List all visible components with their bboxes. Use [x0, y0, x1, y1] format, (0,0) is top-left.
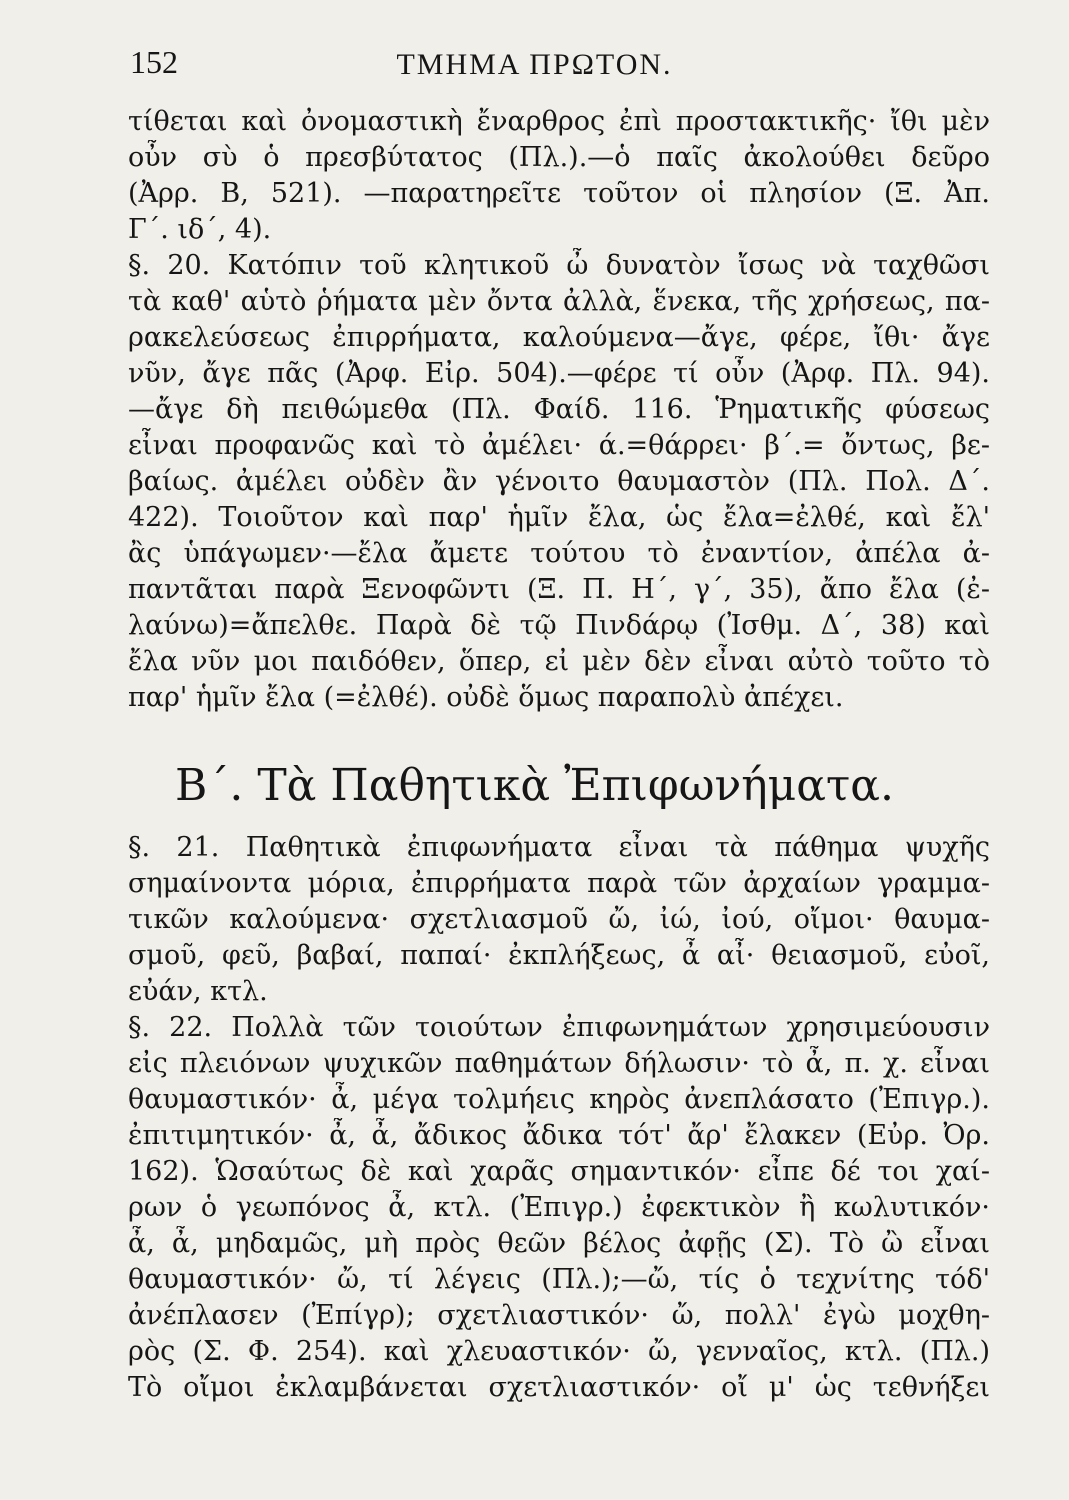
- text-line: ἐπιτιμητικόν· ἆ, ἆ, ἄδικος ἄδικα τότ' ἄρ' ἔλακεν (Εὐρ. Ὀρ.: [128, 1120, 990, 1151]
- text-line: σμοῦ, φεῦ, βαβαί, παπαί· ἐκπλήξεως, ἆ αἶ· θειασμοῦ, εὐοῖ,: [128, 940, 990, 971]
- text-line: θαυμαστικόν· ἆ, μέγα τολμήεις κηρὸς ἀνεπλάσατο (Ἐπιγρ.).: [128, 1084, 990, 1115]
- paragraph-block-1: [128, 104, 990, 716]
- page-number: 152: [130, 44, 178, 80]
- text-line: ρων ὁ γεωπόνος ἆ, κτλ. (Ἐπιγρ.) ἐφεκτικὸν ἢ κωλυτικόν·: [128, 1192, 990, 1223]
- text-line: Γ΄. ιδ΄, 4).: [128, 214, 272, 245]
- text-line: εὐάν, κτλ.: [128, 976, 268, 1007]
- text-line: τικῶν καλούμενα· σχετλιασμοῦ ὤ, ἰώ, ἰού, οἴμοι· θαυμα-: [128, 904, 990, 935]
- text-line: τίθεται καὶ ὀνομαστικὴ ἔναρθρος ἐπὶ προστακτικῆς· ἴθι μὲν: [128, 106, 990, 137]
- text-line: σημαίνοντα μόρια, ἐπιρρήματα παρὰ τῶν ἀρχαίων γραμμα-: [128, 868, 990, 899]
- text-line: Τὸ οἴμοι ἐκλαμβάνεται σχετλιαστικόν· οἴ μ' ὡς τεθνήξει: [128, 1372, 990, 1403]
- text-line: θαυμαστικόν· ὤ, τί λέγεις (Πλ.);—ὤ, τίς ὁ τεχνίτης τόδ': [128, 1264, 990, 1295]
- text-line: βαίως. ἀμέλει οὐδὲν ἂν γένοιτο θαυμαστὸν (Πλ. Πολ. Δ΄.: [128, 466, 990, 497]
- text-line: ρὸς (Σ. Φ. 254). καὶ χλευαστικόν· ὤ, γενναῖος, κτλ. (Πλ.): [128, 1336, 990, 1367]
- paragraph-block-2: [128, 830, 990, 1406]
- text-line: παρ' ἡμῖν ἔλα (=ἐλθέ). οὐδὲ ὅμως παραπολὺ ἀπέχει.: [128, 682, 844, 713]
- text-line: 422). Τοιοῦτον καὶ παρ' ἡμῖν ἔλα, ὡς ἔλα=ἐλθέ, καὶ ἔλ': [128, 502, 990, 533]
- section-heading: Β΄. Τὰ Παθητικὰ Ἐπιφωνήματα.: [175, 760, 894, 811]
- text-line: ἆ, ἆ, μηδαμῶς, μὴ πρὸς θεῶν βέλος ἀφῇς (Σ). Τὸ ὢ εἶναι: [128, 1228, 990, 1259]
- text-line: εἶναι προφανῶς καὶ τὸ ἀμέλει· ά.=θάρρει· β΄.= ὄντως, βε-: [128, 430, 990, 461]
- text-line: ἂς ὑπάγωμεν·—ἔλα ἄμετε τούτου τὸ ἐναντίον, ἀπέλα ἀ-: [128, 538, 990, 569]
- text-line: ἔλα νῦν μοι παιδόθεν, ὅπερ, εἰ μὲν δὲν εἶναι αὐτὸ τοῦτο τὸ: [128, 646, 990, 677]
- text-line: παντᾶται παρὰ Ξενοφῶντι (Ξ. Π. Η΄, γ΄, 35), ἄπο ἔλα (ἐ-: [128, 574, 990, 605]
- text-line: §. 20. Κατόπιν τοῦ κλητικοῦ ὦ δυνατὸν ἴσως νὰ ταχθῶσι: [128, 250, 990, 281]
- text-line: ρακελεύσεως ἐπιρρήματα, καλούμενα—ἄγε, φέρε, ἴθι· ἄγε: [128, 322, 990, 353]
- text-line: —ἄγε δὴ πειθώμεθα (Πλ. Φαίδ. 116. Ῥηματικῆς φύσεως: [128, 394, 990, 425]
- text-line: λαύνω)=ἄπελθε. Παρὰ δὲ τῷ Πινδάρῳ (Ἰσθμ. Δ΄, 38) καὶ: [128, 610, 990, 641]
- text-line: εἰς πλειόνων ψυχικῶν παθημάτων δήλωσιν· τὸ ἆ, π. χ. εἶναι: [128, 1048, 990, 1079]
- text-line: οὖν σὺ ὁ πρεσβύτατος (Πλ.).—ὁ παῖς ἀκολούθει δεῦρο: [128, 142, 990, 173]
- running-head: [0, 38, 1069, 88]
- text-line: (Ἀρρ. Β, 521). —παρατηρεῖτε τοῦτον οἱ πλησίον (Ξ. Ἀπ.: [128, 178, 990, 209]
- running-title: ΤΜΗΜΑ ΠΡΩΤΟΝ.: [396, 48, 673, 81]
- text-line: νῦν, ἄγε πᾶς (Ἀρφ. Εἰρ. 504).—φέρε τί οὖν (Ἀρφ. Πλ. 94).: [128, 358, 990, 389]
- text-line: §. 22. Πολλὰ τῶν τοιούτων ἐπιφωνημάτων χρησιμεύουσιν: [128, 1012, 990, 1043]
- text-line: §. 21. Παθητικὰ ἐπιφωνήματα εἶναι τὰ πάθημα ψυχῆς: [128, 832, 990, 863]
- text-line: τὰ καθ' αὑτὸ ῥήματα μὲν ὄντα ἀλλὰ, ἕνεκα, τῆς χρήσεως, πα-: [128, 286, 990, 317]
- text-line: ἀνέπλασεν (Ἐπίγρ); σχετλιαστικόν· ὤ, πολλ' ἐγὼ μοχθη-: [128, 1300, 990, 1331]
- text-line: 162). Ὡσαύτως δὲ καὶ χαρᾶς σημαντικόν· εἶπε δέ τοι χαί-: [128, 1156, 990, 1187]
